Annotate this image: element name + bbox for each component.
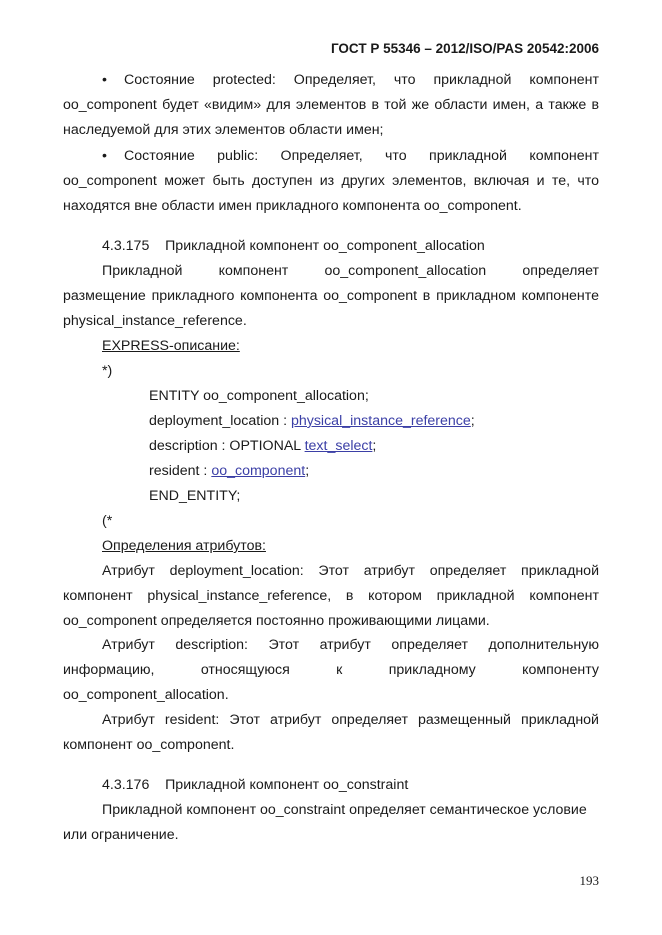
physical-instance-reference-link[interactable]: physical_instance_reference — [290, 413, 471, 429]
end-entity: END_ENTITY; — [149, 488, 241, 504]
def-2-line-2: информацию, относящуюся к прикладному компоненту — [63, 662, 599, 678]
attr-resident: resident : oo_component; — [149, 463, 310, 479]
express-close-marker: (* — [102, 513, 113, 529]
bullet-2-line-3: находятся вне области имен прикладного компонента oo_component. — [63, 198, 522, 214]
document-header: ГОСТ Р 55346 – 2012/ISO/PAS 20542:2006 — [330, 41, 599, 56]
bullet-1-line-3: наследуемой для этих элементов области имен; — [63, 122, 384, 138]
attr-description: description : OPTIONAL text_select; — [149, 438, 377, 454]
attr-deployment-location: deployment_location : physical_instance_reference; — [149, 413, 475, 429]
def-3-line-1: Атрибут resident: Этот атрибут определяет размещенный прикладной — [102, 712, 599, 728]
express-label: EXPRESS-описание: — [102, 338, 240, 354]
bullet-1-line-2: oo_component будет «видим» для элементов в той же области имен, а также в — [63, 97, 599, 113]
bullet-marker: • — [102, 72, 107, 88]
oo-component-link[interactable]: oo_component — [211, 463, 306, 479]
def-1-line-3: oo_component определяется постоянно проживающими лицами. — [63, 613, 490, 629]
section-176-heading: 4.3.176 Прикладной компонент oo_constraint — [102, 777, 409, 793]
def-2-line-3: oo_component_allocation. — [63, 687, 229, 703]
section-175-intro-line-2: размещение прикладного компонента oo_component в прикладном компоненте — [63, 288, 599, 304]
def-3-line-2: компонент oo_component. — [63, 737, 235, 753]
bullet-2-line-1: • Состояние public: Определяет, что прикладной компонент — [102, 148, 599, 164]
express-open-marker: *) — [102, 363, 113, 379]
bullet-1-line-1: • Состояние protected: Определяет, что прикладной компонент — [102, 72, 599, 88]
section-176-line-1: Прикладной компонент oo_constraint определяет семантическое условие — [102, 802, 587, 818]
section-175-intro-line-3: physical_instance_reference. — [63, 313, 247, 329]
page-number: 193 — [579, 873, 599, 888]
attribute-definitions-label: Определения атрибутов: — [102, 538, 266, 554]
def-1-line-1: Атрибут deployment_location: Этот атрибут определяет прикладной — [102, 563, 599, 579]
bullet-marker: • — [102, 148, 107, 164]
bullet-2-line-2: oo_component может быть доступен из других элементов, включая и те, что — [63, 173, 599, 189]
section-175-heading: 4.3.175 Прикладной компонент oo_component_allocation — [102, 238, 485, 254]
text-select-link[interactable]: text_select — [304, 438, 373, 454]
def-2-line-1: Атрибут description: Этот атрибут определяет дополнительную — [102, 637, 599, 653]
entity-declaration: ENTITY oo_component_allocation; — [149, 388, 369, 404]
section-175-intro-line-1: Прикладной компонент oo_component_allocation определяет — [102, 263, 599, 279]
section-176-line-2: или ограничение. — [63, 827, 179, 843]
def-1-line-2: компонент physical_instance_reference, в котором прикладной компонент — [63, 588, 599, 604]
